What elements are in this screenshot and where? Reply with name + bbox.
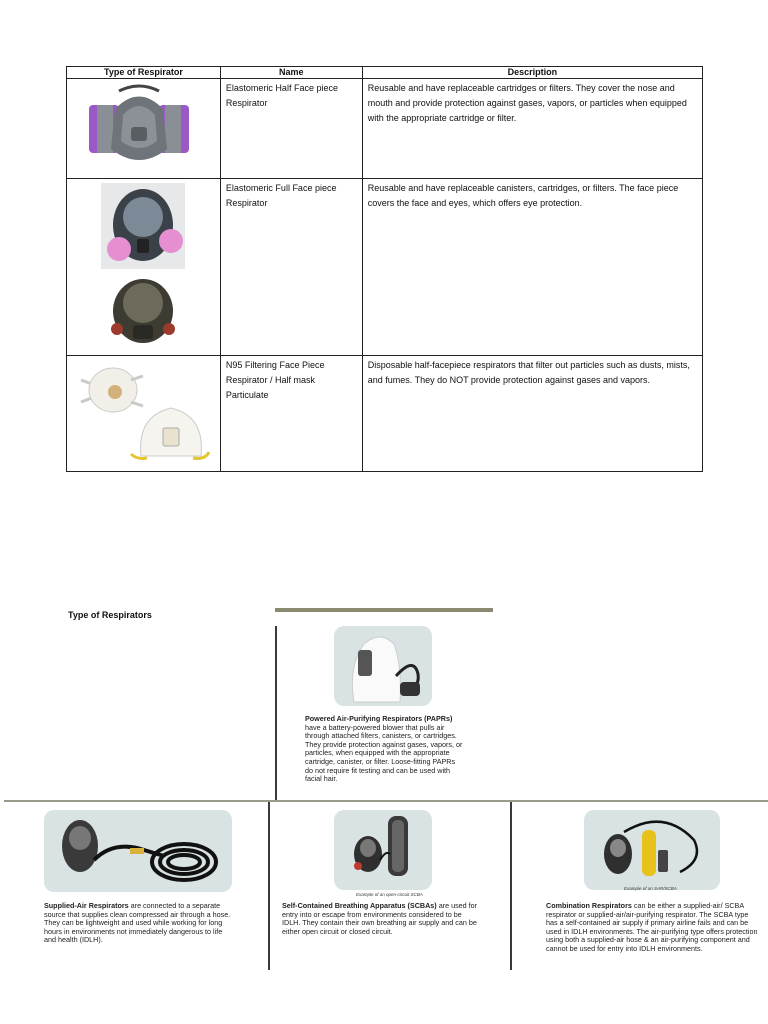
table-row xyxy=(67,179,703,356)
papr-body: have a battery-powered blower that pulls air through attached filters, canisters, or cartridges. They provide protection against gases, vapors, or particles, when equipped with the appropriate cartridge, canister, or filter. Loose-fitting PAPRs do not require fit testing and can be used with facial hair. xyxy=(305,722,463,784)
full-face-respirator-icon xyxy=(67,179,210,355)
papr-title: Powered Air-Purifying Respirators (PAPRs) xyxy=(305,714,453,723)
scba-image xyxy=(334,810,432,890)
respirator-description: Reusable and have replaceable cartridges or filters. They cover the nose and mouth and provide protection against gases, vapors, or particles when equipped with the appropriate cartridge or filter. xyxy=(362,79,702,179)
header-description: Description xyxy=(362,67,702,79)
n95-mask-icon xyxy=(67,356,210,470)
supplied-air-text xyxy=(44,902,234,945)
section-title: Type of Respirators xyxy=(68,610,152,620)
respirator-name: Elastomeric Half Face piece Respirator xyxy=(220,79,362,179)
respirator-image-cell xyxy=(67,179,221,356)
combination-body: can be either a supplied-air/ SCBA respirator or supplied-air/air-purifying respirator. The SCBA type has a self-contained air supply if primary airline fails and can be used in IDLH environments. The air-purifying type offers protection using both a supplied-air hose & an air-purifying component and cannot be used for entry into IDLH environments. xyxy=(546,901,758,953)
respirator-name: N95 Filtering Face Piece Respirator / Half mask Particulate xyxy=(220,356,362,472)
header-type: Type of Respirator xyxy=(67,67,221,79)
papr-text xyxy=(305,715,465,784)
supplied-air-title: Supplied-Air Respirators xyxy=(44,901,129,910)
combination-image xyxy=(584,810,720,890)
header-name: Name xyxy=(220,67,362,79)
papr-hood-icon xyxy=(334,626,432,706)
scba-body: are used for entry into or escape from environments considered to be IDLH. They contain their own breathing air supply and can be either open circuit or closed circuit. xyxy=(282,901,478,936)
divider-top xyxy=(275,608,493,612)
respirator-description: Reusable and have replaceable canisters, cartridges, or filters. The face piece covers the face and eyes, which offers eye protection. xyxy=(362,179,702,356)
divider-middle xyxy=(4,800,768,802)
supplied-air-respirator-icon xyxy=(44,810,232,892)
respirator-image-cell xyxy=(67,79,221,179)
scba-icon xyxy=(334,810,432,890)
divider-left xyxy=(268,802,270,970)
scba-caption: Example of an open-circuit SCBA xyxy=(356,892,423,897)
papr-image xyxy=(334,626,432,706)
respirator-image-cell xyxy=(67,356,221,472)
respirator-table xyxy=(66,66,703,472)
half-face-respirator-icon xyxy=(67,79,210,175)
table-row xyxy=(67,356,703,472)
supplied-air-image xyxy=(44,810,232,892)
combination-caption: Example of an SAR/SCBA xyxy=(624,886,677,891)
respirator-name: Elastomeric Full Face piece Respirator xyxy=(220,179,362,356)
respirator-description: Disposable half-facepiece respirators that filter out particles such as dusts, mists, and fumes. They do NOT provide protection against gases and vapors. xyxy=(362,356,702,472)
combination-text xyxy=(546,902,760,954)
supplied-air-body: are connected to a separate source that supplies clean compressed air through a hose. They can be lightweight and used while working for long hours in environments not immediately dangerous to life and health (IDLH). xyxy=(44,901,231,945)
divider-right xyxy=(510,802,512,970)
combination-title: Combination Respirators xyxy=(546,901,632,910)
scba-text xyxy=(282,902,482,936)
table-header-row xyxy=(67,67,703,79)
combination-respirator-icon xyxy=(584,810,720,890)
divider-papr xyxy=(275,626,277,802)
scba-title: Self-Contained Breathing Apparatus (SCBAs) xyxy=(282,901,437,910)
table-row xyxy=(67,79,703,179)
